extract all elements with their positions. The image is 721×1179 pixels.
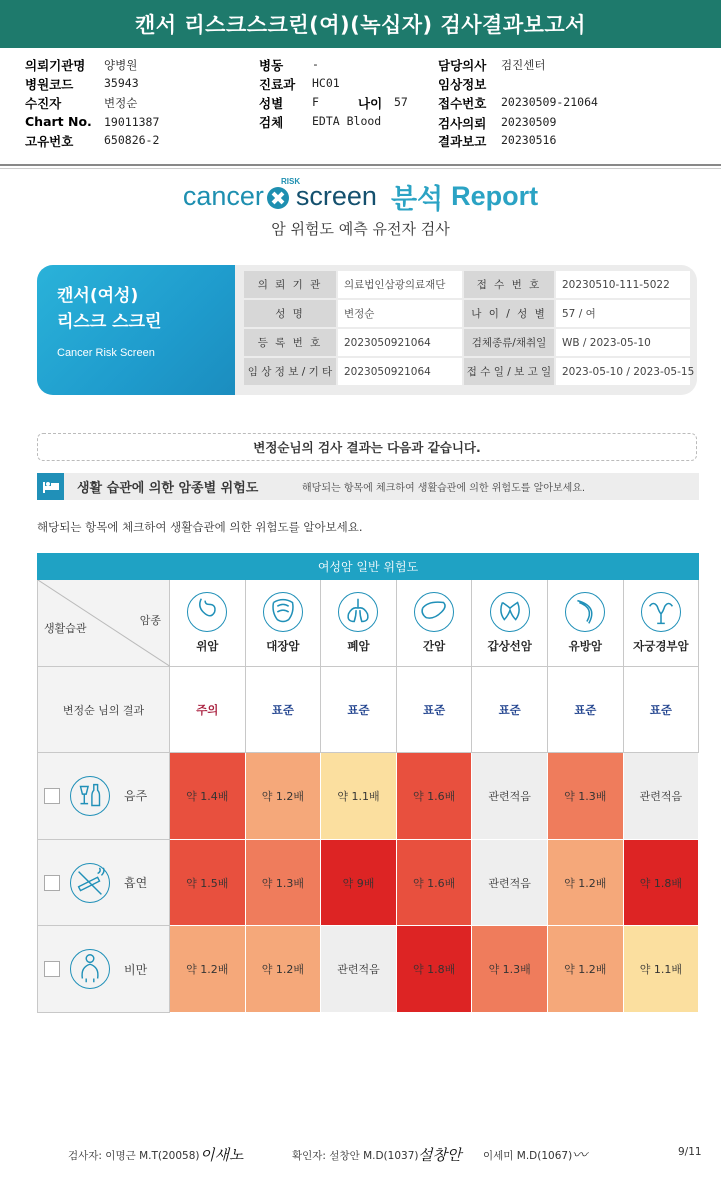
info-label: 병원코드 bbox=[25, 77, 74, 92]
card-value: 2023-05-10 / 2023-05-15 bbox=[556, 358, 690, 385]
card-label: 임 상 정 보 / 기 타 bbox=[244, 358, 336, 385]
habit-checkbox[interactable] bbox=[44, 875, 60, 891]
confirmer-signature: 설창안 bbox=[418, 1146, 462, 1164]
inspector-text: 검사자: 이명근 M.T(20058) bbox=[68, 1150, 200, 1162]
card-label: 검체종류/채취일 bbox=[464, 329, 554, 356]
result-intro: 변정순님의 검사 결과는 다음과 같습니다. bbox=[37, 433, 697, 461]
risk-value-cell: 약 1.1배 bbox=[321, 753, 397, 840]
info-value: 650826-2 bbox=[104, 133, 160, 147]
risk-value-cell: 약 1.6배 bbox=[397, 753, 473, 840]
risk-value-cell: 약 1.1배 bbox=[624, 926, 700, 1013]
card-title-line2: 리스크 스크린 bbox=[57, 312, 162, 332]
card-value: 의료법인삼광의료재단 bbox=[338, 271, 462, 298]
divider bbox=[0, 168, 721, 169]
risk-value-cell: 약 9배 bbox=[321, 840, 397, 927]
age-label: 나이 bbox=[358, 96, 383, 111]
result-cell: 표준 bbox=[246, 667, 322, 753]
report-title: 캔서 리스크스크린(여)(녹십자) 검사결과보고서 bbox=[0, 0, 721, 48]
cancer-header-6 bbox=[624, 580, 700, 667]
risk-value-cell: 관련적음 bbox=[472, 753, 548, 840]
brand-risk-tag: RISK bbox=[281, 177, 301, 186]
info-label: 검사의뢰 bbox=[438, 116, 487, 131]
smoking-icon bbox=[70, 863, 110, 903]
risk-value-cell: 약 1.2배 bbox=[548, 926, 624, 1013]
info-value: 20230516 bbox=[501, 133, 557, 147]
card-value: 2023050921064 bbox=[338, 358, 462, 385]
card-info-grid bbox=[244, 271, 695, 387]
card-value: 변정순 bbox=[338, 300, 462, 327]
cancer-header-4 bbox=[472, 580, 548, 667]
card-subtitle: Cancer Risk Screen bbox=[57, 347, 155, 359]
card-label: 등 록 번 호 bbox=[244, 329, 336, 356]
risk-value-cell: 약 1.2배 bbox=[170, 926, 246, 1013]
card-label: 접 수 번 호 bbox=[464, 271, 554, 298]
info-label: 병동 bbox=[259, 58, 284, 73]
page-number: 9/11 bbox=[678, 1146, 702, 1158]
info-label: 임상정보 bbox=[438, 77, 487, 92]
thyroid-icon bbox=[490, 592, 530, 632]
cancer-header-3 bbox=[397, 580, 473, 667]
inspector-signature: 이새노 bbox=[200, 1146, 244, 1164]
cancer-name: 위암 bbox=[196, 639, 219, 653]
info-value: 20230509-21064 bbox=[501, 95, 598, 109]
info-label: 성별 bbox=[259, 96, 284, 111]
card-label: 나 이 / 성 별 bbox=[464, 300, 554, 327]
liver-icon bbox=[414, 592, 454, 632]
info-label: 고유번호 bbox=[25, 134, 74, 149]
section-description: 해당되는 항목에 체크하여 생활습관에 의한 위험도를 알아보세요. bbox=[302, 483, 586, 494]
habit-row-0 bbox=[37, 753, 170, 840]
info-value: 양병원 bbox=[104, 58, 138, 72]
info-label: 수진자 bbox=[25, 96, 62, 111]
cancer-name: 자궁경부암 bbox=[633, 639, 689, 653]
section-header bbox=[37, 473, 699, 500]
risk-value-cell: 약 1.8배 bbox=[624, 840, 700, 927]
table-heading: 여성암 일반 위험도 bbox=[37, 553, 699, 580]
card-title-line1: 캔서(여성) bbox=[57, 286, 139, 306]
result-cell: 표준 bbox=[472, 667, 548, 753]
cancer-name: 간암 bbox=[422, 639, 446, 653]
doctor2-text: 이세미 M.D(1067) bbox=[483, 1150, 573, 1162]
risk-value-cell: 약 1.8배 bbox=[397, 926, 473, 1013]
risk-value-cell: 약 1.6배 bbox=[397, 840, 473, 927]
brand-screen: screen bbox=[295, 180, 377, 211]
result-cell: 표준 bbox=[548, 667, 624, 753]
risk-value-cell: 약 1.2배 bbox=[548, 840, 624, 927]
card-value: WB / 2023-05-10 bbox=[556, 329, 690, 356]
lung-icon bbox=[338, 592, 378, 632]
patient-card bbox=[37, 265, 697, 395]
corner-cancer-label: 암종 bbox=[139, 614, 161, 627]
risk-table bbox=[37, 580, 699, 1013]
info-label: 담당의사 bbox=[438, 58, 487, 73]
divider bbox=[0, 164, 721, 166]
card-label: 접 수 일 / 보 고 일 bbox=[464, 358, 554, 385]
result-cell: 표준 bbox=[624, 667, 700, 753]
brand-subtitle: 암 위험도 예측 유전자 검사 bbox=[271, 220, 450, 238]
brand-logo bbox=[0, 176, 721, 216]
habit-name: 비만 bbox=[124, 962, 148, 977]
cancer-header-0 bbox=[170, 580, 246, 667]
uterus-icon bbox=[641, 592, 681, 632]
brand-report: Report bbox=[451, 180, 539, 211]
patient-info-block bbox=[0, 52, 721, 164]
habit-checkbox[interactable] bbox=[44, 961, 60, 977]
risk-value-cell: 관련적음 bbox=[321, 926, 397, 1013]
habit-row-2 bbox=[37, 926, 170, 1013]
result-cell: 주의 bbox=[170, 667, 246, 753]
info-value: HC01 bbox=[312, 76, 340, 90]
card-label: 성 명 bbox=[244, 300, 336, 327]
habit-name: 음주 bbox=[124, 789, 148, 804]
info-label: 의뢰기관명 bbox=[25, 58, 86, 73]
brand-analysis: 분석 bbox=[390, 183, 444, 215]
info-value: 20230509 bbox=[501, 115, 557, 129]
colon-icon bbox=[263, 592, 303, 632]
habit-checkbox[interactable] bbox=[44, 788, 60, 804]
habit-name: 흡연 bbox=[124, 876, 148, 891]
card-value: 2023050921064 bbox=[338, 329, 462, 356]
table-corner-cell bbox=[37, 580, 170, 667]
info-label: 결과보고 bbox=[438, 134, 487, 149]
obesity-icon bbox=[70, 949, 110, 989]
risk-value-cell: 관련적음 bbox=[624, 753, 700, 840]
risk-value-cell: 약 1.3배 bbox=[548, 753, 624, 840]
risk-value-cell: 약 1.3배 bbox=[472, 926, 548, 1013]
result-cell: 표준 bbox=[397, 667, 473, 753]
result-row-label: 변정순 님의 결과 bbox=[37, 667, 170, 753]
alcohol-icon bbox=[70, 776, 110, 816]
card-title-panel bbox=[37, 265, 235, 395]
risk-value-cell: 관련적음 bbox=[472, 840, 548, 927]
instruction-text: 해당되는 항목에 체크하여 생활습관에 의한 위험도를 알아보세요. bbox=[37, 520, 363, 534]
cancer-header-1 bbox=[246, 580, 322, 667]
footer bbox=[0, 1144, 721, 1166]
info-value: 19011387 bbox=[104, 115, 160, 129]
stomach-icon bbox=[187, 592, 227, 632]
habit-row-1 bbox=[37, 840, 170, 927]
cancer-name: 대장암 bbox=[266, 639, 300, 653]
bed-icon bbox=[37, 473, 64, 500]
breast-icon bbox=[565, 592, 605, 632]
risk-value-cell: 약 1.3배 bbox=[246, 840, 322, 927]
corner-habit-label: 생활습관 bbox=[44, 622, 87, 635]
info-value: 35943 bbox=[104, 76, 139, 90]
risk-value-cell: 약 1.2배 bbox=[246, 753, 322, 840]
card-value: 20230510-111-5022 bbox=[556, 271, 690, 298]
info-label: 검체 bbox=[259, 115, 284, 130]
cancer-header-2 bbox=[321, 580, 397, 667]
info-label: 진료과 bbox=[259, 77, 296, 92]
result-cell: 표준 bbox=[321, 667, 397, 753]
brand-cross-icon bbox=[267, 187, 289, 209]
info-value: F bbox=[312, 95, 319, 109]
cancer-header-5 bbox=[548, 580, 624, 667]
card-value: 57 / 여 bbox=[556, 300, 690, 327]
risk-value-cell: 약 1.4배 bbox=[170, 753, 246, 840]
risk-value-cell: 약 1.2배 bbox=[246, 926, 322, 1013]
info-value: 변정순 bbox=[104, 96, 138, 110]
brand-cancer: cancer bbox=[182, 180, 264, 211]
confirmer-text: 확인자: 설창안 M.D(1037) bbox=[292, 1150, 419, 1162]
info-value: 검진센터 bbox=[501, 58, 546, 72]
doctor2-signature: 〰 bbox=[572, 1146, 588, 1164]
info-value: - bbox=[312, 57, 319, 71]
info-label: 접수번호 bbox=[438, 96, 487, 111]
cancer-name: 갑상선암 bbox=[487, 639, 532, 653]
info-label: Chart No. bbox=[25, 114, 92, 129]
card-label: 의 뢰 기 관 bbox=[244, 271, 336, 298]
section-title: 생활 습관에 의한 암종별 위험도 bbox=[77, 481, 259, 496]
info-value: EDTA Blood bbox=[312, 114, 382, 128]
age-value: 57 bbox=[394, 95, 408, 109]
risk-value-cell: 약 1.5배 bbox=[170, 840, 246, 927]
cancer-name: 유방암 bbox=[568, 639, 602, 653]
cancer-name: 폐암 bbox=[347, 639, 370, 653]
